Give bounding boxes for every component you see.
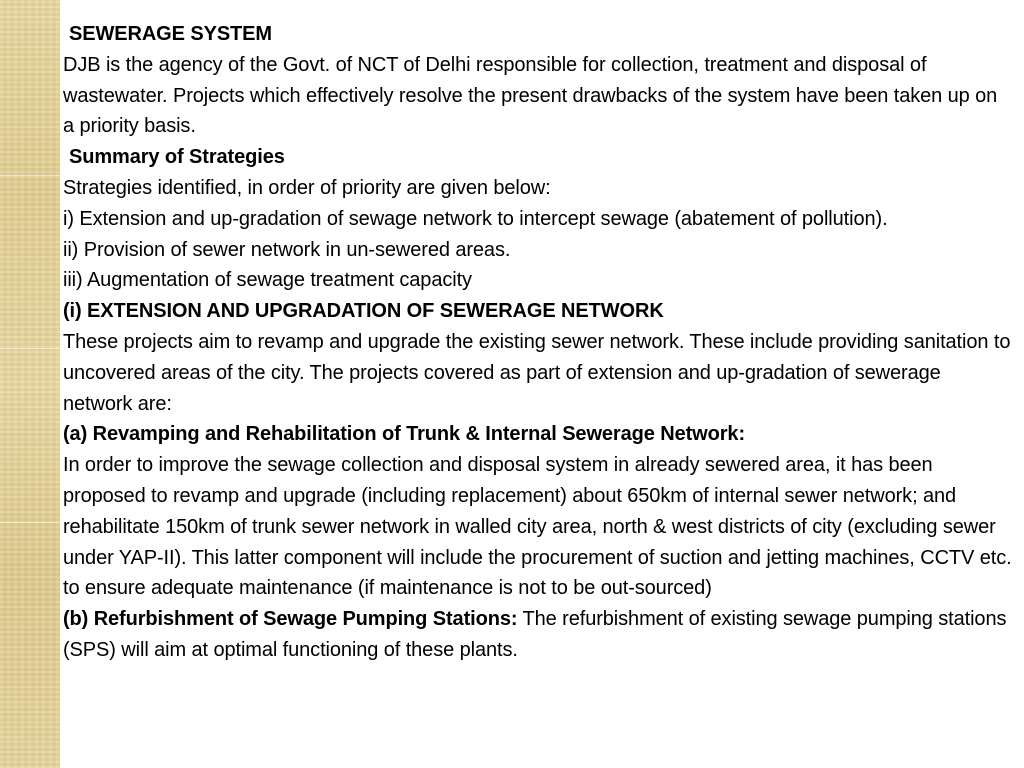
strategies-intro: Strategies identified, in order of priority are given below: bbox=[63, 176, 551, 199]
section-heading: (i) EXTENSION AND UPGRADATION OF SEWERAGE NETWORK bbox=[63, 300, 664, 323]
summary-heading: Summary of Strategies bbox=[69, 146, 285, 169]
strip-divider bbox=[0, 522, 60, 523]
strategy-item: i) Extension and up-gradation of sewage network to intercept sewage (abatement of pollution). bbox=[63, 207, 888, 230]
document-body bbox=[63, 19, 1013, 666]
subsection-b-text: The refurbishment of existing sewage pumping stations (SPS) will aim at optimal functioning of these plants. bbox=[63, 608, 1007, 661]
strip-divider bbox=[0, 175, 60, 176]
page-title: SEWERAGE SYSTEM bbox=[69, 23, 272, 45]
section-paragraph: These projects aim to revamp and upgrade the existing sewer network. These include providing sanitation to uncovered areas of the city. The projects covered as part of extension and up-gradation of sewerage network are: bbox=[63, 330, 1011, 415]
subsection-a-heading: (a) Revamping and Rehabilitation of Trunk & Internal Sewerage Network: bbox=[63, 423, 746, 446]
strategy-item: iii) Augmentation of sewage treatment capacity bbox=[63, 269, 472, 292]
subsection-b-heading: (b) Refurbishment of Sewage Pumping Stations: bbox=[63, 608, 518, 631]
subsection-b-paragraph bbox=[63, 604, 1013, 666]
decorative-side-strip bbox=[0, 0, 60, 768]
strip-divider bbox=[0, 348, 60, 349]
strategy-item: ii) Provision of sewer network in un-sewered areas. bbox=[63, 238, 511, 261]
subsection-a-paragraph: In order to improve the sewage collection and disposal system in already sewered area, it has been proposed to revamp and upgrade (including replacement) about 650km of internal sewer network; and rehabilitate 150km of trunk sewer network in walled city area, north & west districts of city (excluding sewer under YAP-II). This latter component will include the procurement of suction and jetting machines, CCTV etc. to ensure adequate maintenance (if maintenance is not to be out-sourced) bbox=[63, 454, 1012, 600]
intro-paragraph: DJB is the agency of the Govt. of NCT of Delhi responsible for collection, treatment and disposal of wastewater. Projects which effectively resolve the present drawbacks of the system have been taken up on a priority basis. bbox=[63, 53, 998, 138]
